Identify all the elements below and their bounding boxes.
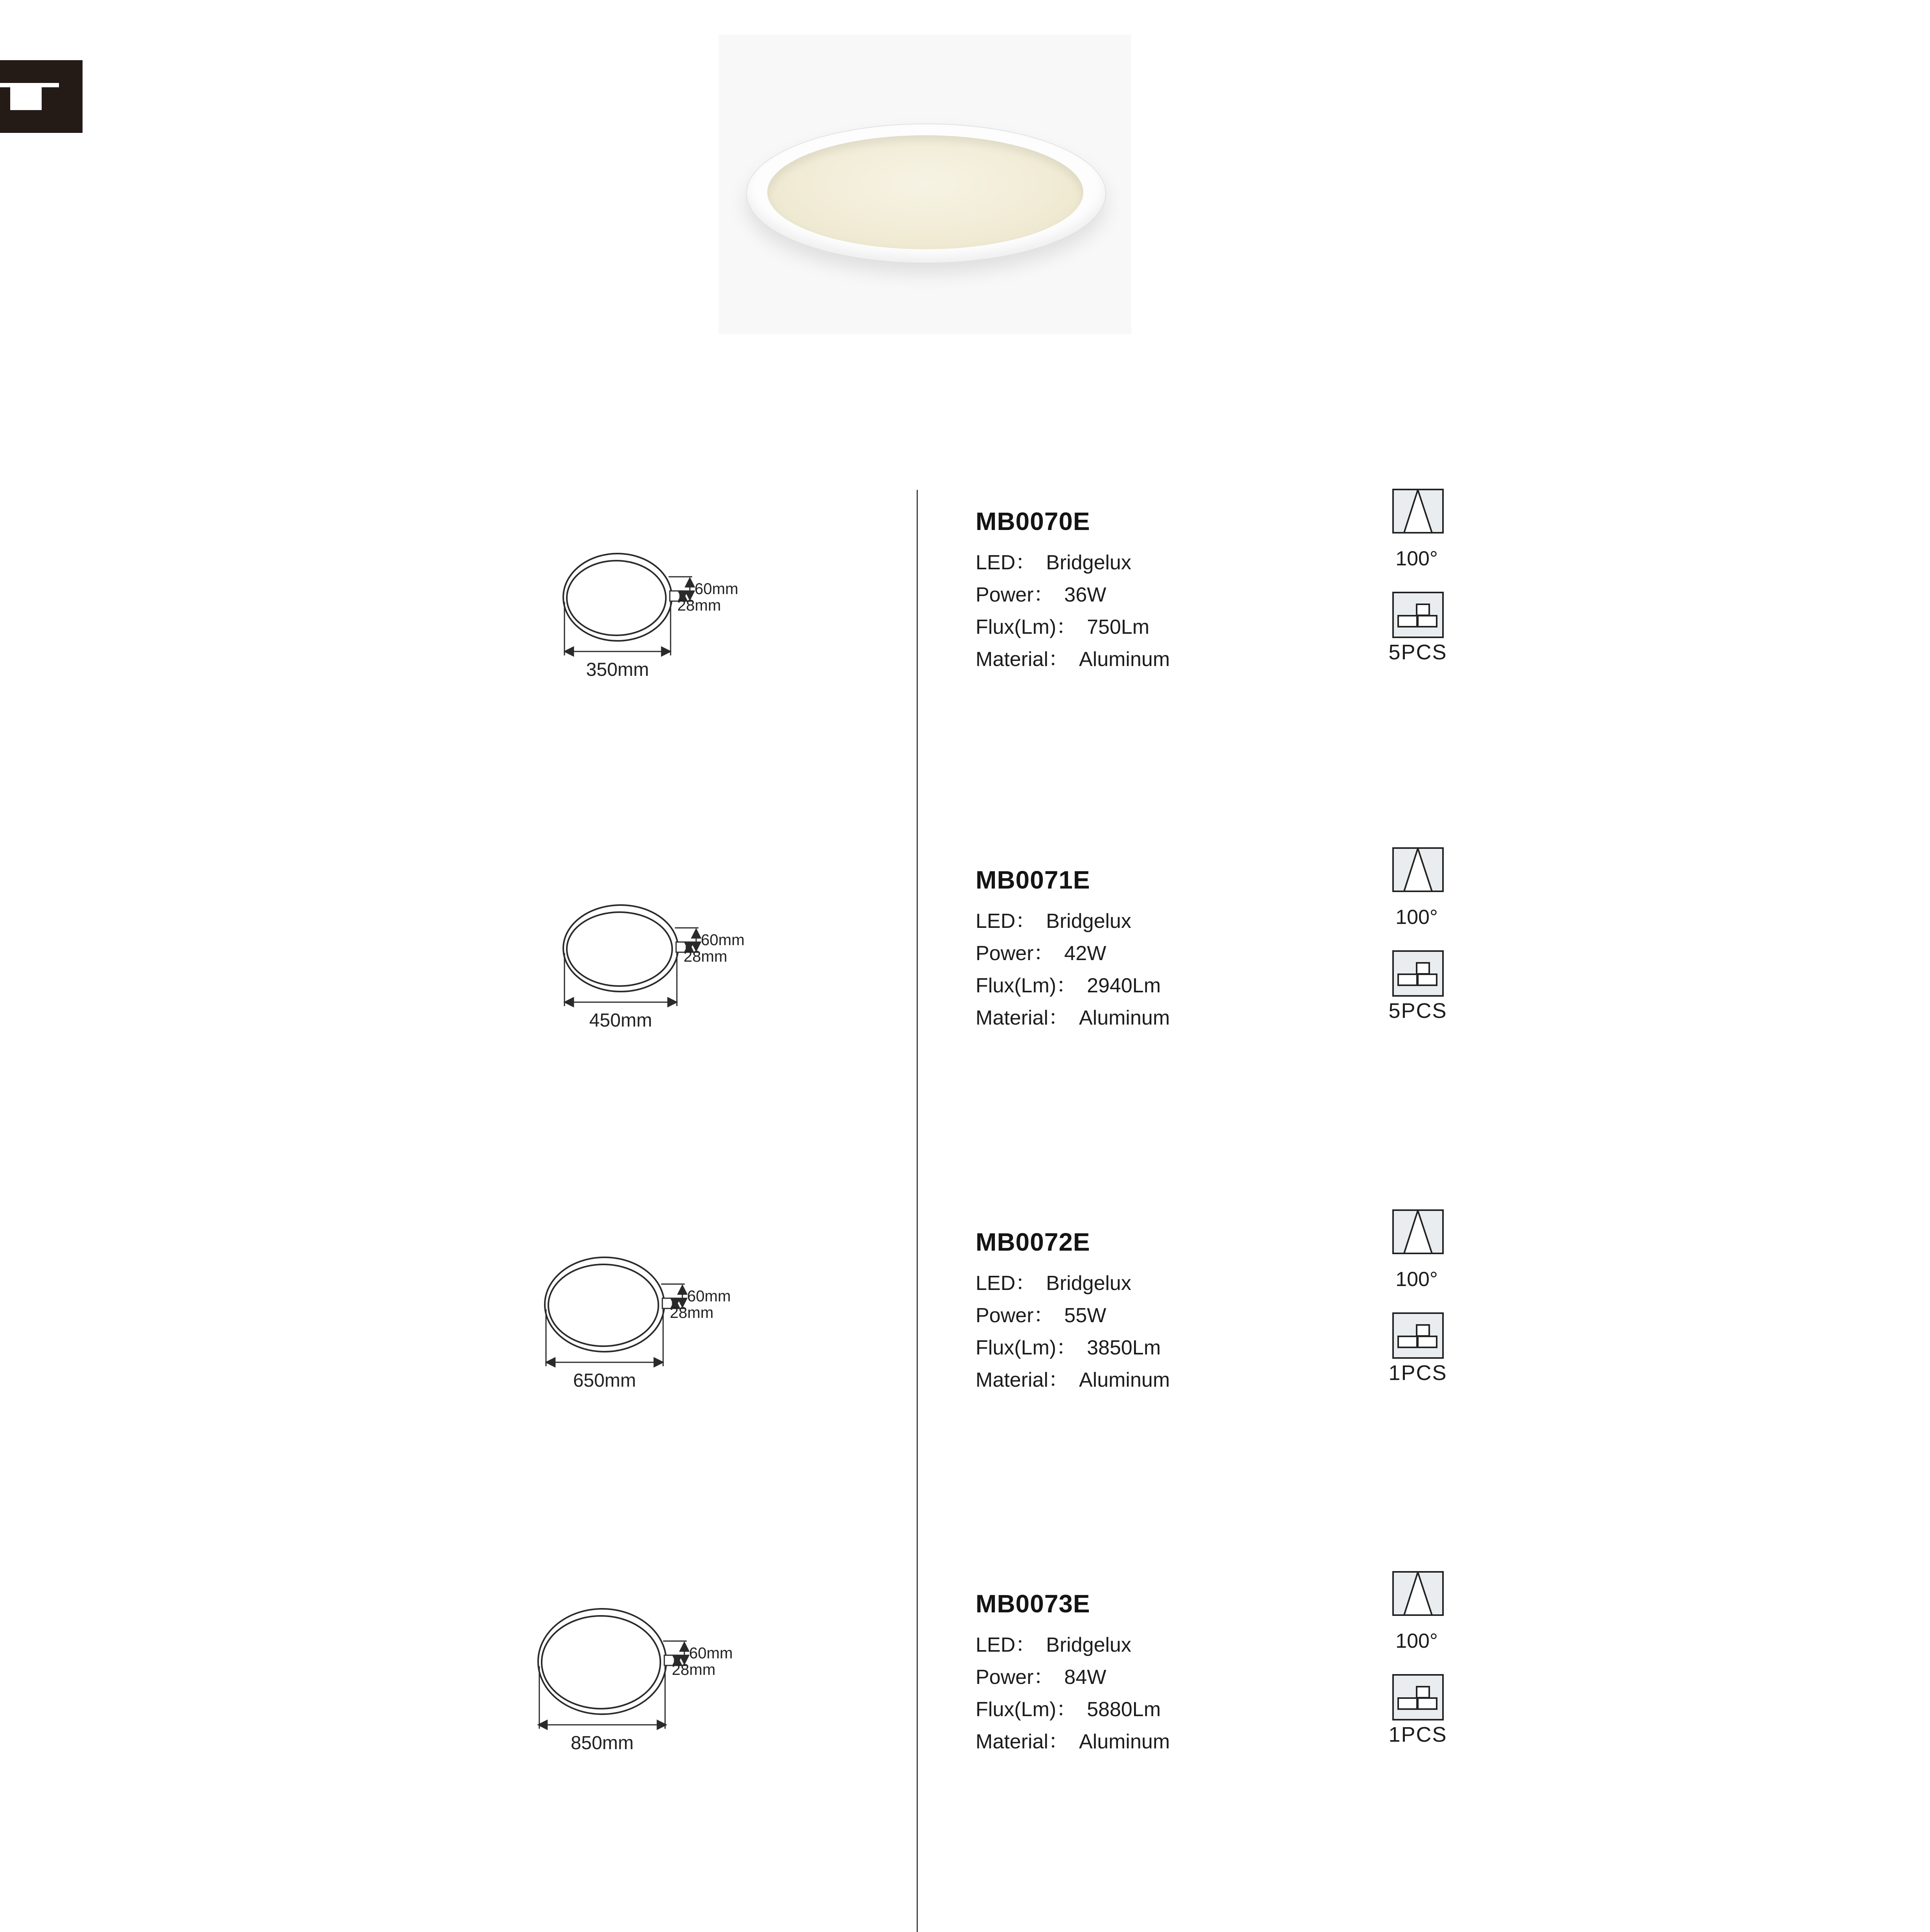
beam-angle-value: 100° bbox=[1395, 1630, 1438, 1652]
spec-led: LED： Bridgelux bbox=[976, 551, 1131, 574]
spec-power: Power： 36W bbox=[976, 583, 1107, 606]
dimension-diagram bbox=[514, 1230, 758, 1419]
spec-led: LED： Bridgelux bbox=[976, 1634, 1131, 1656]
packaging-carton-icon bbox=[1392, 1674, 1444, 1720]
logo-bar-shape bbox=[0, 83, 59, 87]
spec-material: Material： Aluminum bbox=[976, 648, 1170, 671]
spec-material: Material： Aluminum bbox=[976, 1369, 1170, 1391]
spec-flux: Flux(Lm)： 3850Lm bbox=[976, 1336, 1161, 1359]
packaging-carton-icon bbox=[1392, 592, 1444, 638]
beam-angle-icon bbox=[1392, 847, 1444, 892]
carton-quantity: 5PCS bbox=[1388, 640, 1447, 664]
product-model: MB0072E bbox=[976, 1228, 1090, 1257]
diameter-dim-label: 350mm bbox=[586, 659, 649, 680]
carton-quantity: 5PCS bbox=[1388, 999, 1447, 1023]
spec-power: Power： 42W bbox=[976, 942, 1107, 965]
spec-power: Power： 55W bbox=[976, 1304, 1107, 1327]
spec-power: Power： 84W bbox=[976, 1666, 1107, 1689]
beam-angle-value: 100° bbox=[1395, 1268, 1438, 1291]
spec-material: Material： Aluminum bbox=[976, 1006, 1170, 1029]
thickness-dim-label: 28mm bbox=[672, 1661, 716, 1678]
spec-led: LED： Bridgelux bbox=[976, 1272, 1131, 1295]
dimension-diagram bbox=[512, 1587, 755, 1776]
beam-angle-icon bbox=[1392, 489, 1444, 534]
thickness-dim-label: 28mm bbox=[670, 1304, 714, 1321]
spec-flux: Flux(Lm)： 2940Lm bbox=[976, 974, 1161, 997]
spec-flux: Flux(Lm)： 5880Lm bbox=[976, 1698, 1161, 1721]
product-photo bbox=[719, 35, 1131, 334]
lamp-lens bbox=[767, 135, 1083, 249]
thickness-dim-label: 28mm bbox=[684, 948, 728, 965]
thickness-dim-label: 28mm bbox=[677, 597, 721, 614]
product-model: MB0071E bbox=[976, 866, 1090, 894]
diameter-dim-label: 650mm bbox=[573, 1370, 636, 1391]
dimension-diagram bbox=[530, 874, 774, 1062]
spec-led: LED： Bridgelux bbox=[976, 910, 1131, 933]
packaging-carton-icon bbox=[1392, 1312, 1444, 1359]
logo-box-shape bbox=[10, 87, 42, 110]
height-dim-label: 60mm bbox=[695, 580, 739, 598]
carton-quantity: 1PCS bbox=[1388, 1723, 1447, 1746]
height-dim-label: 60mm bbox=[701, 931, 745, 949]
spec-material: Material： Aluminum bbox=[976, 1730, 1170, 1753]
spec-flux: Flux(Lm)： 750Lm bbox=[976, 616, 1150, 638]
height-dim-label: 60mm bbox=[687, 1288, 731, 1305]
diameter-dim-label: 450mm bbox=[589, 1010, 653, 1031]
product-model: MB0070E bbox=[976, 507, 1090, 536]
beam-angle-icon bbox=[1392, 1209, 1444, 1254]
product-model: MB0073E bbox=[976, 1590, 1090, 1618]
vertical-divider bbox=[917, 490, 918, 1932]
lamp-rim bbox=[746, 123, 1106, 263]
beam-angle-icon bbox=[1392, 1571, 1444, 1616]
diameter-dim-label: 850mm bbox=[570, 1733, 634, 1754]
beam-angle-value: 100° bbox=[1395, 906, 1438, 929]
carton-quantity: 1PCS bbox=[1388, 1361, 1447, 1385]
dimension-diagram bbox=[527, 523, 771, 711]
height-dim-label: 60mm bbox=[689, 1645, 733, 1662]
brand-logo-icon bbox=[0, 60, 83, 133]
packaging-carton-icon bbox=[1392, 950, 1444, 997]
beam-angle-value: 100° bbox=[1395, 547, 1438, 570]
